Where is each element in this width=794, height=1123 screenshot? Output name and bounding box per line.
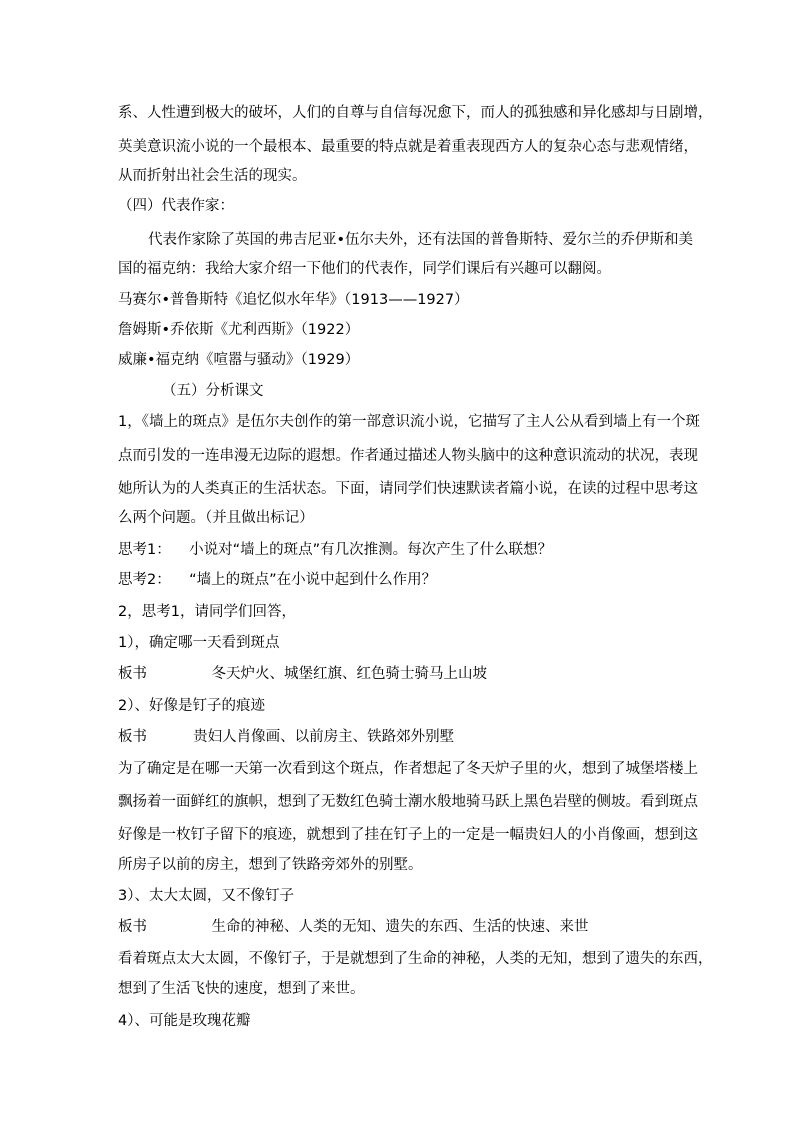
body-text-line: 飘扬着一面鲜红的旗帜，想到了无数红色骑士潮水般地骑马跃上黑色岩壁的侧坡。看到斑点 (118, 794, 698, 810)
board-note-line: 板书 生命的神秘、人类的无知、遗失的东西、生活的快速、来世 (118, 919, 589, 935)
question-line: 思考1： 小说对“墙上的斑点”有几次推测。每次产生了什么联想？ (118, 542, 553, 558)
work-title-line: 威廉•福克纳《喧嚣与骚动》（1929） (118, 352, 360, 368)
body-text-line: 系、人性遭到极大的破坏，人们的自尊与自信每况愈下，而人的孤独感和异化感却与日剧增， (118, 105, 713, 121)
body-text-line: 英美意识流小说的一个最根本、最重要的特点就是着重表现西方人的复杂心态与悲观情绪， (118, 139, 698, 155)
section-heading: （五）分析课文 (162, 383, 264, 399)
body-text-line: 为了确定是在哪一天第一次看到这个斑点，作者想起了冬天炉子里的火，想到了城堡塔楼上 (118, 761, 698, 777)
body-text-line: 从而折射出社会生活的现实。 (118, 168, 307, 184)
board-note-line: 板书 贵妇人肖像画、以前房主、铁路郊外别墅 (118, 729, 455, 745)
body-text-line: 2，思考1，请同学们回答， (118, 604, 296, 620)
board-note-line: 板书 冬天炉火、城堡红旗、红色骑士骑马上山坡 (118, 666, 488, 682)
body-text-line: 看着斑点太大太圆，不像钉子，于是就想到了生命的神秘，人类的无知，想到了遗失的东西， (118, 951, 713, 967)
subheading-line: 3）、太大太圆，又不像钉子 (118, 888, 294, 904)
body-text-line: 点而引发的一连串漫无边际的遐想。作者通过描述人物头脑中的这种意识流动的状况，表现 (118, 448, 698, 464)
body-text-line: 国的福克纳：我给大家介绍一下他们的代表作，同学们课后有兴趣可以翻阅。 (118, 261, 611, 277)
body-text-line: 么两个问题。（并且做出标记） (118, 510, 314, 526)
body-text-line: 她所认为的人类真正的生活状态。下面，请同学们快速默读者篇小说，在读的过程中思考这 (118, 481, 698, 497)
body-text-line: 代表作家除了英国的弗吉尼亚•伍尔夫外，还有法国的普鲁斯特、爱尔兰的乔伊斯和美 (148, 232, 694, 248)
body-text-line: 想到了生活飞快的速度，想到了来世。 (118, 981, 365, 997)
subheading-line: 1），确定哪一天看到斑点 (118, 635, 280, 651)
body-text-line: 1，《墙上的斑点》是伍尔夫创作的第一部意识流小说，它描写了主人公从看到墙上有一个斑 (118, 414, 700, 430)
question-line: 思考2： “墙上的斑点”在小说中起到什么作用？ (118, 572, 437, 588)
section-heading: （四）代表作家： (118, 198, 234, 214)
body-text-line: 好像是一枚钉子留下的痕迹，就想到了挂在钉子上的一定是一幅贵妇人的小肖像画，想到这 (118, 827, 698, 843)
work-title-line: 马赛尔•普鲁斯特《追忆似水年华》（1913——1927） (118, 292, 469, 308)
work-title-line: 詹姆斯•乔依斯《尤利西斯》（1922） (118, 322, 360, 338)
subheading-line: 2）、好像是钉子的痕迹 (118, 698, 265, 714)
body-text-line: 所房子以前的房主，想到了铁路旁郊外的别墅。 (118, 857, 423, 873)
subheading-line: 4）、可能是玫瑰花瓣 (118, 1013, 251, 1029)
